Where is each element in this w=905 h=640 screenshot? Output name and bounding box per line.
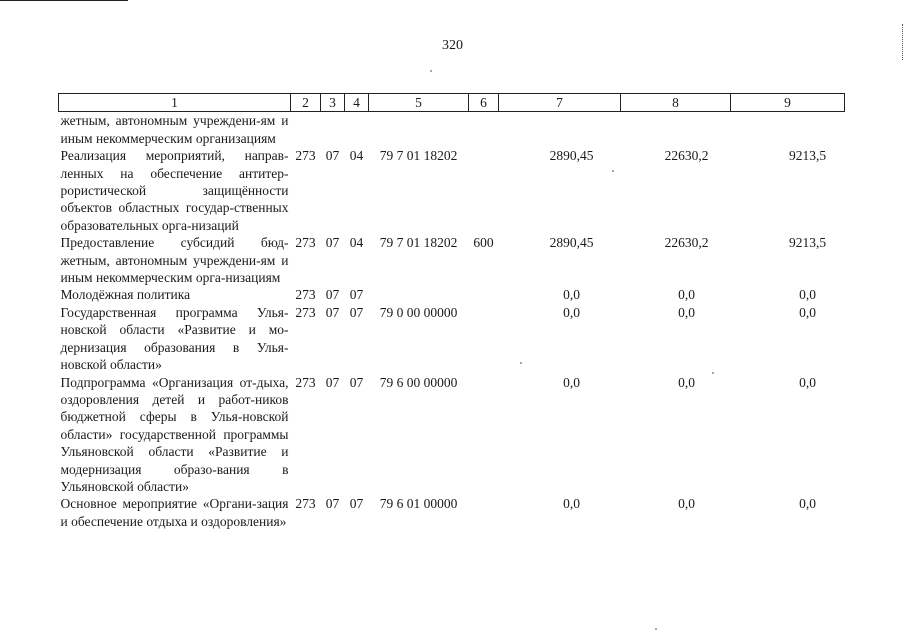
expense-type-cell xyxy=(469,304,499,374)
amount-col9-cell: 0,0 xyxy=(799,374,816,390)
section-code-cell: 07 xyxy=(325,496,340,512)
column-header: 8 xyxy=(621,94,731,112)
ministry-code-cell: 273 xyxy=(295,148,316,164)
table-row xyxy=(59,374,845,496)
amount-col8-cell: 22630,2 xyxy=(664,148,709,164)
amount-col9-cell: 0,0 xyxy=(799,287,816,303)
amount-col8-cell: 0,0 xyxy=(678,496,695,512)
amount-col9-cell: 0,0 xyxy=(799,304,816,320)
amount-col7-cell: 2890,45 xyxy=(549,235,594,251)
amount-col7-cell: 0,0 xyxy=(563,304,580,320)
row-name-cell: Реализация мероприятий, направ-ленных на обеспечение антитер-рористической защищённости объектов областных государ-ственных образовательных орга-низаций xyxy=(60,148,289,233)
column-header: 2 xyxy=(291,94,321,112)
target-article-cell: 79 6 01 00000 xyxy=(379,496,458,512)
subsection-code-cell: 07 xyxy=(349,374,364,390)
table-row xyxy=(59,147,845,234)
expense-type-cell xyxy=(469,286,499,303)
scan-speck xyxy=(655,628,657,630)
table-row xyxy=(59,234,845,286)
row-name-cell: Основное мероприятие «Органи-зация и обеспечение отдыха и оздоровления» xyxy=(60,496,289,529)
column-header: 5 xyxy=(369,94,469,112)
expense-type-cell xyxy=(469,495,499,530)
target-article-cell: 79 7 01 18202 xyxy=(379,148,458,164)
target-article-cell: 79 6 00 00000 xyxy=(379,374,458,390)
table-row xyxy=(59,304,845,374)
section-code-cell: 07 xyxy=(325,304,340,320)
column-header: 6 xyxy=(469,94,499,112)
scan-speck xyxy=(612,170,614,172)
ministry-code-cell: 273 xyxy=(295,374,316,390)
expense-type-cell: 600 xyxy=(473,235,494,251)
target-article-cell: 79 7 01 18202 xyxy=(379,235,458,251)
target-article-cell xyxy=(369,112,469,147)
ministry-code-cell: 273 xyxy=(295,235,316,251)
target-article-cell xyxy=(369,286,469,303)
amount-col7-cell: 0,0 xyxy=(563,374,580,390)
ministry-code-cell: 273 xyxy=(295,496,316,512)
row-name-cell: Подпрограмма «Организация от-дыха, оздоровления детей и работ-ников бюджетной сферы в Улья-новской области» государственной программы Ульяновской области «Развитие и модернизация образо-вания в Ульяновской области» xyxy=(60,374,289,494)
column-header: 9 xyxy=(731,94,845,112)
scan-speck xyxy=(430,70,432,72)
column-header: 7 xyxy=(499,94,621,112)
section-code-cell: 07 xyxy=(325,235,340,251)
expense-type-cell xyxy=(469,112,499,147)
column-header: 4 xyxy=(345,94,369,112)
subsection-code-cell: 04 xyxy=(349,235,364,251)
budget-table xyxy=(58,93,845,530)
row-name-cell: Предоставление субсидий бюд-жетным, автономным учреждени-ям и иным некоммерческим орга-низациям xyxy=(60,235,289,286)
row-name-cell: Молодёжная политика xyxy=(60,287,191,303)
top-edge-rule xyxy=(0,0,128,1)
subsection-code-cell: 04 xyxy=(349,148,364,164)
table-row xyxy=(59,286,845,303)
row-name-cell: жетным, автономным учреждени-ям и иным некоммерческим организациям xyxy=(60,113,289,146)
amount-col9-cell: 9213,5 xyxy=(788,148,827,164)
section-code-cell: 07 xyxy=(325,374,340,390)
table-header-row xyxy=(59,94,845,112)
amount-col9-cell: 9213,5 xyxy=(788,235,827,251)
expense-type-cell xyxy=(469,374,499,496)
subsection-code-cell: 07 xyxy=(349,496,364,512)
amount-col8-cell xyxy=(621,112,731,147)
amount-col7-cell xyxy=(499,112,621,147)
section-code-cell xyxy=(321,112,345,147)
amount-col8-cell: 0,0 xyxy=(678,304,695,320)
amount-col8-cell: 22630,2 xyxy=(664,235,709,251)
amount-col7-cell: 0,0 xyxy=(563,496,580,512)
section-code-cell: 07 xyxy=(325,148,340,164)
table-row xyxy=(59,112,845,147)
subsection-code-cell xyxy=(345,112,369,147)
ministry-code-cell: 273 xyxy=(295,304,316,320)
section-code-cell: 07 xyxy=(325,287,340,303)
amount-col7-cell: 0,0 xyxy=(563,287,580,303)
scan-speck xyxy=(712,372,714,374)
amount-col8-cell: 0,0 xyxy=(678,287,695,303)
subsection-code-cell: 07 xyxy=(349,287,364,303)
target-article-cell: 79 0 00 00000 xyxy=(379,304,458,320)
ministry-code-cell xyxy=(291,112,321,147)
ministry-code-cell: 273 xyxy=(295,287,316,303)
amount-col7-cell: 2890,45 xyxy=(549,148,594,164)
page-number: 320 xyxy=(442,38,463,53)
table-row xyxy=(59,495,845,530)
column-header: 1 xyxy=(59,94,291,112)
scan-speck xyxy=(520,362,522,364)
amount-col8-cell: 0,0 xyxy=(678,374,695,390)
expense-type-cell xyxy=(469,147,499,234)
row-name-cell: Государственная программа Улья-новской области «Развитие и мо-дернизация образования в Улья-новской области» xyxy=(60,304,289,373)
column-header: 3 xyxy=(321,94,345,112)
amount-col9-cell: 0,0 xyxy=(799,496,816,512)
subsection-code-cell: 07 xyxy=(349,304,364,320)
amount-col9-cell xyxy=(731,112,845,147)
